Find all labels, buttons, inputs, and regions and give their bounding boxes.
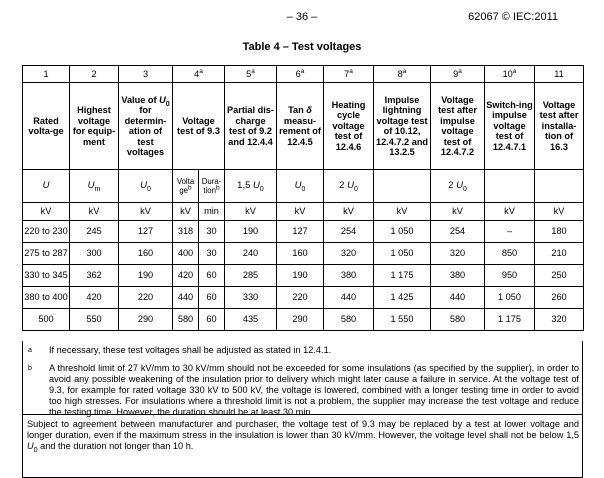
column-number: 4$^a$ — [173, 66, 225, 83]
table-cell: 245 — [70, 221, 119, 243]
symbol-u0: $U_0$ — [119, 170, 173, 203]
col-desc-partial-discharge: Partial dis-charge test of 9.2 and 12.4.4 — [225, 83, 277, 170]
table-cell: 220 to 230 — [23, 221, 70, 243]
unit-cell: kV — [119, 203, 173, 221]
table-cell: 550 — [70, 309, 119, 331]
data-rows — [23, 221, 584, 331]
unit-row — [23, 203, 584, 221]
table-row — [23, 265, 584, 287]
column-number: 5$^a$ — [225, 66, 277, 83]
table-cell: 30 — [199, 243, 225, 265]
table-cell: 1 050 — [485, 287, 535, 309]
table-cell: 220 — [119, 287, 173, 309]
table-cell: 950 — [485, 265, 535, 287]
table-cell: 60 — [199, 309, 225, 331]
table-cell: 420 — [173, 265, 199, 287]
column-number: 2 — [70, 66, 119, 83]
column-number: 9$^a$ — [431, 66, 485, 83]
unit-cell: kV — [374, 203, 431, 221]
symbol-2-u0: 2 $U_0$ — [324, 170, 374, 203]
table-cell: 30 — [199, 221, 225, 243]
column-number-row — [23, 66, 584, 83]
page-number: – 36 – — [286, 11, 318, 23]
table-cell: 250 — [535, 265, 584, 287]
col-desc-impulse-lightning: Impulse lightning voltage test of 10.12, 12.4.7.2 and 13.2.5 — [374, 83, 431, 170]
symbol-empty — [535, 170, 584, 203]
table-cell: 210 — [535, 243, 584, 265]
table-cell: 220 — [277, 287, 324, 309]
table-cell: 440 — [324, 287, 374, 309]
footnote-text: A threshold limit of 27 kV/mm to 30 kV/mm should not be exceeded for some insulations (as specified by the supplier), in order to avoid any possible weakening of the insulation prior to delivery which might later cause a failure in service. At the voltage test of 9.3, for example for rated voltage 330 kV to 500 kV, the voltage is lowered, combined with a longer testing time in order to avoid too high stresses. For insulations where a threshold limit is not a problem, the supplier may increase the test voltage and reduce the testing time. However, the duration should be at least 30 min. — [49, 363, 579, 417]
col-desc-after-impulse: Voltage test after impulse voltage test of 12.4.7.2 — [431, 83, 485, 170]
table-cell: 180 — [535, 221, 584, 243]
table-cell: 435 — [225, 309, 277, 331]
table-cell: 330 — [225, 287, 277, 309]
table-cell: 500 — [23, 309, 70, 331]
unit-cell: kV — [431, 203, 485, 221]
column-description-row — [23, 83, 584, 170]
table-cell: 60 — [199, 265, 225, 287]
table-cell: 190 — [277, 265, 324, 287]
footnote-text: If necessary, these test voltages shall be adjusted as stated in 12.4.1. — [49, 345, 332, 355]
column-number: 10$^a$ — [485, 66, 535, 83]
unit-cell: kV — [277, 203, 324, 221]
final-note-text: Subject to agreement between manufacturer and purchaser, the voltage test of 9.3 may be replaced by a test at lower voltage and longer duration, even if the maximum stress in the insulation is lower than 30 kV/mm. However, the voltage level shall not be below 1,5 $U_0$ and the duration not longer than 10 h. — [27, 419, 579, 454]
table-cell: 380 — [431, 265, 485, 287]
column-number: 8$^a$ — [374, 66, 431, 83]
table-cell: 60 — [199, 287, 225, 309]
symbol-empty — [485, 170, 535, 203]
table-cell: 580 — [431, 309, 485, 331]
column-number: 11 — [535, 66, 584, 83]
table-cell: 1 050 — [374, 243, 431, 265]
table-cell: 240 — [225, 243, 277, 265]
column-number: 6$^a$ — [277, 66, 324, 83]
col-desc-after-installation: Voltage test after installa-tion of 16.3 — [535, 83, 584, 170]
table-cell: 330 to 345 — [23, 265, 70, 287]
symbol-empty — [374, 170, 431, 203]
table-cell: 260 — [535, 287, 584, 309]
column-number: 1 — [23, 66, 70, 83]
table-cell: 160 — [119, 243, 173, 265]
table-cell: 420 — [70, 287, 119, 309]
table-cell: 440 — [431, 287, 485, 309]
column-number: 3 — [119, 66, 173, 83]
standard-reference: 62067 © IEC:2011 — [468, 11, 558, 23]
table-cell: 1 550 — [374, 309, 431, 331]
table-cell: 190 — [225, 221, 277, 243]
symbol-u0: $U_0$ — [277, 170, 324, 203]
col-desc-u0-value: Value of $U_0$ for determin-ation of test voltages — [119, 83, 173, 170]
unit-cell: kV — [173, 203, 199, 221]
test-voltages-table — [22, 65, 584, 331]
table-cell: 320 — [535, 309, 584, 331]
symbol-duration: Dura- tion$^b$ — [199, 170, 225, 203]
table-cell: 580 — [324, 309, 374, 331]
table-cell: 160 — [277, 243, 324, 265]
unit-cell: kV — [535, 203, 584, 221]
table-cell: 285 — [225, 265, 277, 287]
table-cell: 1 425 — [374, 287, 431, 309]
col-desc-tan-delta: Tan δ measu-rement of 12.4.5 — [277, 83, 324, 170]
table-title: Table 4 – Test voltages — [242, 41, 362, 53]
col-desc-highest-voltage: Highest voltage for equip-ment — [70, 83, 119, 170]
table-cell: 380 — [324, 265, 374, 287]
table-row — [23, 243, 584, 265]
footnote-marker: a — [28, 347, 32, 354]
table-cell: 362 — [70, 265, 119, 287]
unit-cell: min — [199, 203, 225, 221]
col-desc-rated-voltage: Rated volta-ge — [23, 83, 70, 170]
table-cell: 850 — [485, 243, 535, 265]
symbol-row — [23, 170, 584, 203]
unit-cell: kV — [70, 203, 119, 221]
symbol-voltage: Volta $ge^b$ — [173, 170, 199, 203]
table-cell: 400 — [173, 243, 199, 265]
table-row — [23, 287, 584, 309]
table-cell: 254 — [431, 221, 485, 243]
table-cell: – — [485, 221, 535, 243]
table-row — [23, 309, 584, 331]
col-desc-switching-impulse: Switch-ing impulse voltage test of 12.4.7.1 — [485, 83, 535, 170]
symbol-um: $U_m$ — [70, 170, 119, 203]
table-cell: 254 — [324, 221, 374, 243]
table-cell: 580 — [173, 309, 199, 331]
table-cell: 127 — [119, 221, 173, 243]
table-cell: 290 — [277, 309, 324, 331]
table-cell: 318 — [173, 221, 199, 243]
col-desc-heating-cycle: Heating cycle voltage test of 12.4.6 — [324, 83, 374, 170]
column-number: 7$^a$ — [324, 66, 374, 83]
symbol-1-5-u0: 1,5 $U_0$ — [225, 170, 277, 203]
symbol-2-u0: 2 $U_0$ — [431, 170, 485, 203]
table-cell: 300 — [70, 243, 119, 265]
table-cell: 290 — [119, 309, 173, 331]
unit-cell: kV — [324, 203, 374, 221]
unit-cell: kV — [23, 203, 70, 221]
col-desc-voltage-test: Voltage test of 9.3 — [173, 83, 225, 170]
unit-cell: kV — [485, 203, 535, 221]
table-cell: 190 — [119, 265, 173, 287]
table-cell: 1 175 — [374, 265, 431, 287]
table-cell: 380 to 400 — [23, 287, 70, 309]
unit-cell: kV — [225, 203, 277, 221]
table-row — [23, 221, 584, 243]
table-cell: 320 — [431, 243, 485, 265]
footnote-marker: b — [28, 365, 32, 372]
table-cell: 1 175 — [485, 309, 535, 331]
table-cell: 127 — [277, 221, 324, 243]
table-cell: 440 — [173, 287, 199, 309]
notes-divider — [22, 414, 583, 415]
table-cell: 320 — [324, 243, 374, 265]
table-cell: 275 to 287 — [23, 243, 70, 265]
symbol-u: U — [23, 170, 70, 203]
table-cell: 1 050 — [374, 221, 431, 243]
